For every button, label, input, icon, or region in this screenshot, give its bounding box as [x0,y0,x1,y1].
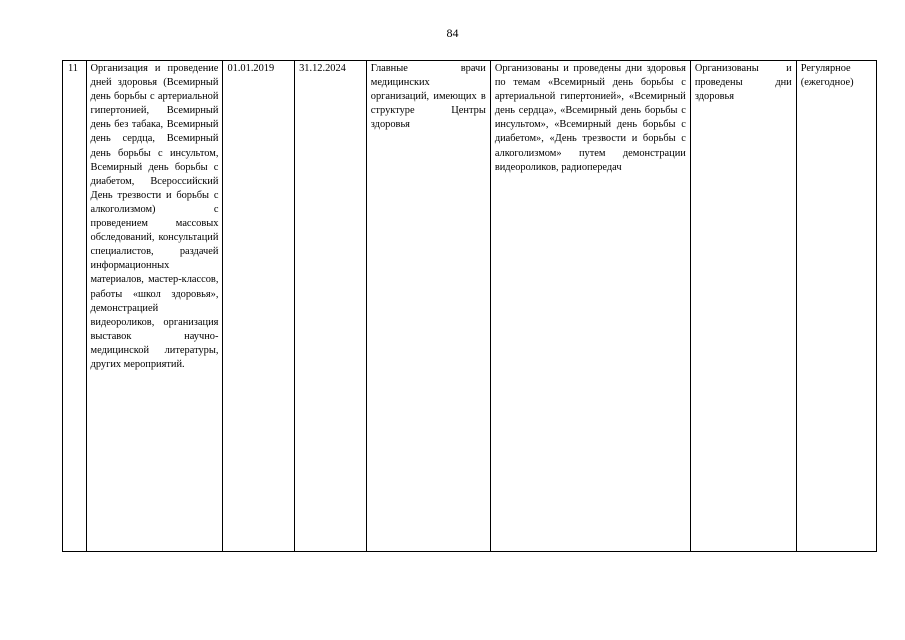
indicator-cell: Организованы и проведены дни здоровья [690,61,796,552]
table-row [63,61,877,552]
row-number-cell: 11 [63,61,87,552]
page-number: 84 [446,26,459,40]
responsible-cell: Главные врачи медицинских организаций, имеющих в структуре Центры здоровья [366,61,490,552]
expected-result-cell: Организованы и проведены дни здоровья по темам «Всемирный день борьбы с артериальной гипертонией», «Всемирный день сердца», «Всемирный день борьбы с инсультом», «Всемирный день борьбы с диабетом», «День трезвости и борьбы с алкоголизмом» путем демонстрации видеороликов, радиопередач [490,61,690,552]
periodicity-cell: Регулярное (ежегодное) [796,61,876,552]
start-date-cell: 01.01.2019 [223,61,295,552]
activities-table [62,60,877,552]
activity-title-cell: Организация и проведение дней здоровья (Всемирный день борьбы с артериальной гипертонией, Всемирный день без табака, Всемирный день сердца, Всемирный день борьбы с инсультом, Всемирный день борьбы с диабетом, Всероссийский День трезвости и борьбы с алкоголизмом) с проведением массовых обследований, консультаций специалистов, раздачей информационных материалов, мастер-классов, работы «школ здоровья», демонстрацией видеороликов, организация выставок научно-медицинской литературы, других мероприятий. [86,61,223,552]
end-date-cell: 31.12.2024 [295,61,367,552]
